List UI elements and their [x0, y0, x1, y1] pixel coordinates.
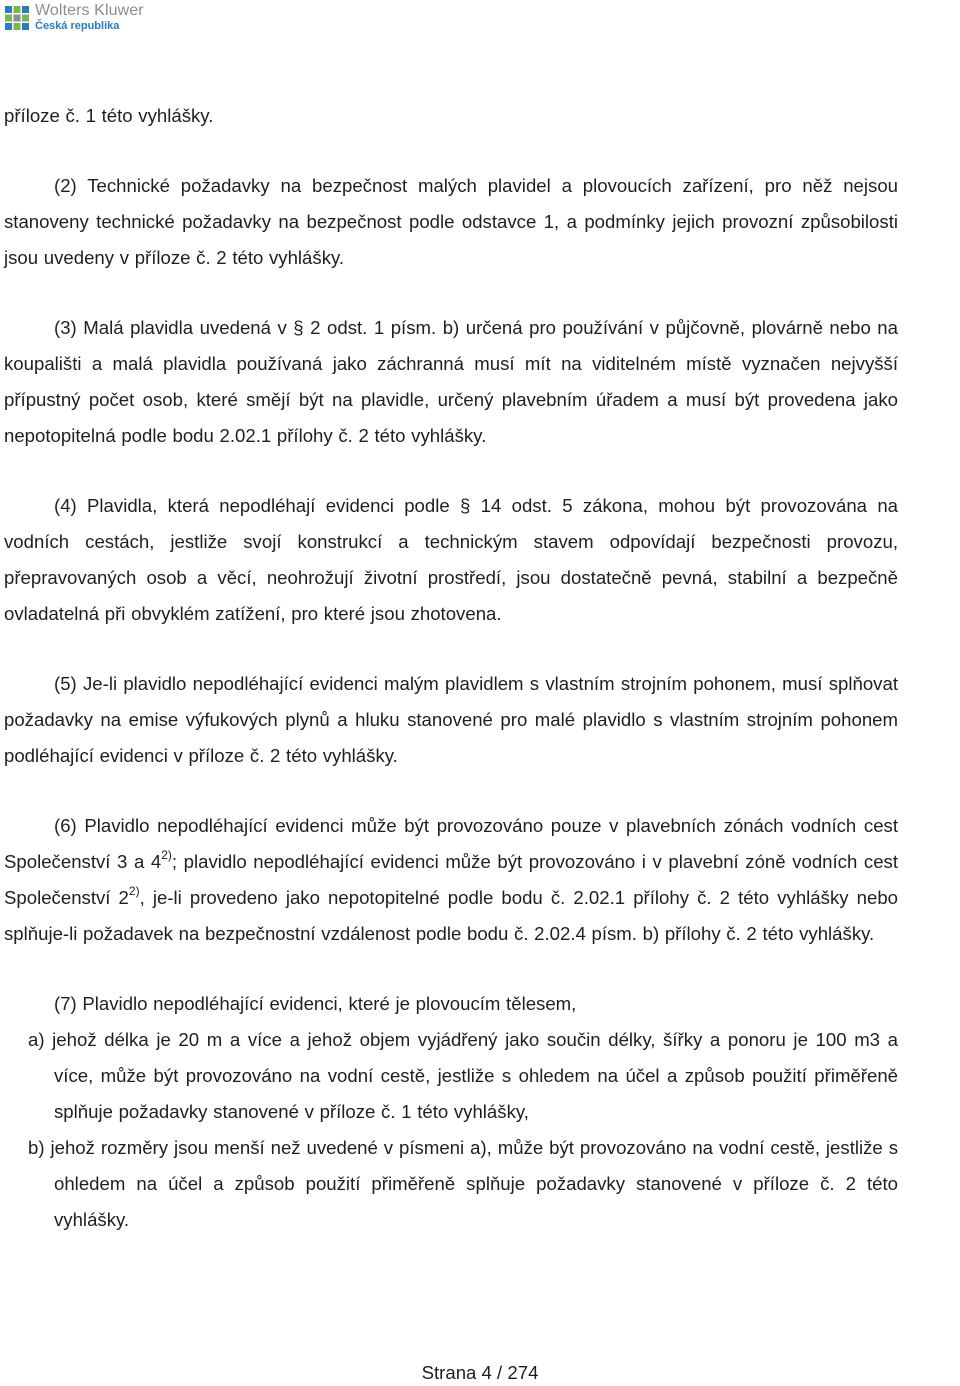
paragraph-6-part-a: (6) Plavidlo nepodléhající evidenci může být provozováno pouze v plavebních zónách vodních cest Společenství 3 a 4 [4, 815, 898, 872]
footnote-ref[interactable]: 2) [128, 884, 140, 898]
list-item-b: b) jehož rozměry jsou menší než uvedené v písmeni a), může být provozováno na vodní cestě, jestliže s ohledem na účel a způsob použití přiměřeně splňuje požadavky stanovené v příloze č. 2 této vyhlášky. [28, 1137, 898, 1230]
paragraph-7: (7) Plavidlo nepodléhající evidenci, které je plovoucím tělesem, [54, 993, 577, 1014]
paragraph-continuation: příloze č. 1 této vyhlášky. [4, 105, 214, 126]
paragraph-4: (4) Plavidla, která nepodléhají evidenci podle § 14 odst. 5 zákona, mohou být provozována na vodních cestách, jestliže svojí konstrukcí a technickým stavem odpovídají bezpečnosti provozu, přepravovaných osob a věcí, neohrožují životní prostředí, jsou dostatečně pevná, stabilní a bezpečně ovladatelná při obvyklém zatížení, pro které jsou zhotovena. [4, 495, 898, 624]
paragraph-6-part-c: , je-li provedeno jako nepotopitelné podle bodu č. 2.02.1 přílohy č. 2 této vyhlášky nebo splňuje-li požadavek na bezpečnostní vzdálenost podle bodu č. 2.02.4 písm. b) přílohy č. 2 této vyhlášky. [4, 887, 898, 944]
brand-name: Wolters Kluwer [35, 2, 144, 19]
logo-text [35, 3, 144, 32]
paragraph-3: (3) Malá plavidla uvedená v § 2 odst. 1 písm. b) určená pro používání v půjčovně, plovárně nebo na koupališti a malá plavidla používaná jako záchranná musí mít na viditelném místě vyznačen nejvyšší přípustný počet osob, které smějí být na plavidle, určený plavebním úřadem a musí být provedena jako nepotopitelná podle bodu 2.02.1 přílohy č. 2 této vyhlášky. [4, 317, 898, 446]
paragraph-6 [4, 808, 898, 952]
paragraph-2: (2) Technické požadavky na bezpečnost malých plavidel a plovoucích zařízení, pro něž nejsou stanoveny technické požadavky na bezpečnost podle odstavce 1, a podmínky jejich provozní způsobilosti jsou uvedeny v příloze č. 2 této vyhlášky. [4, 175, 898, 268]
paragraph-6-part-b: ; plavidlo nepodléhající evidenci může být provozováno i v plavební zóně vodních cest Společenství 2 [4, 851, 899, 908]
list-item-a: a) jehož délka je 20 m a více a jehož objem vyjádřený jako součin délky, šířky a ponoru je 100 m3 a více, může být provozováno na vodní cestě, jestliže s ohledem na účel a způsob použití přiměřeně splňuje požadavky stanovené v příloze č. 1 této vyhlášky, [28, 1029, 898, 1122]
wolters-kluwer-logo-icon [4, 5, 30, 31]
paragraph-5: (5) Je-li plavidlo nepodléhající evidenci malým plavidlem s vlastním strojním pohonem, musí splňovat požadavky na emise výfukových plynů a hluku stanovené pro malé plavidlo s vlastním strojním pohonem podléhající evidenci v příloze č. 2 této vyhlášky. [4, 673, 898, 766]
footnote-ref[interactable]: 2) [161, 848, 172, 862]
page-number: Strana 4 / 274 [421, 1362, 539, 1383]
brand-subtitle: Česká republika [35, 20, 120, 32]
document-body [4, 98, 898, 1238]
wolters-kluwer-logo [4, 3, 144, 32]
